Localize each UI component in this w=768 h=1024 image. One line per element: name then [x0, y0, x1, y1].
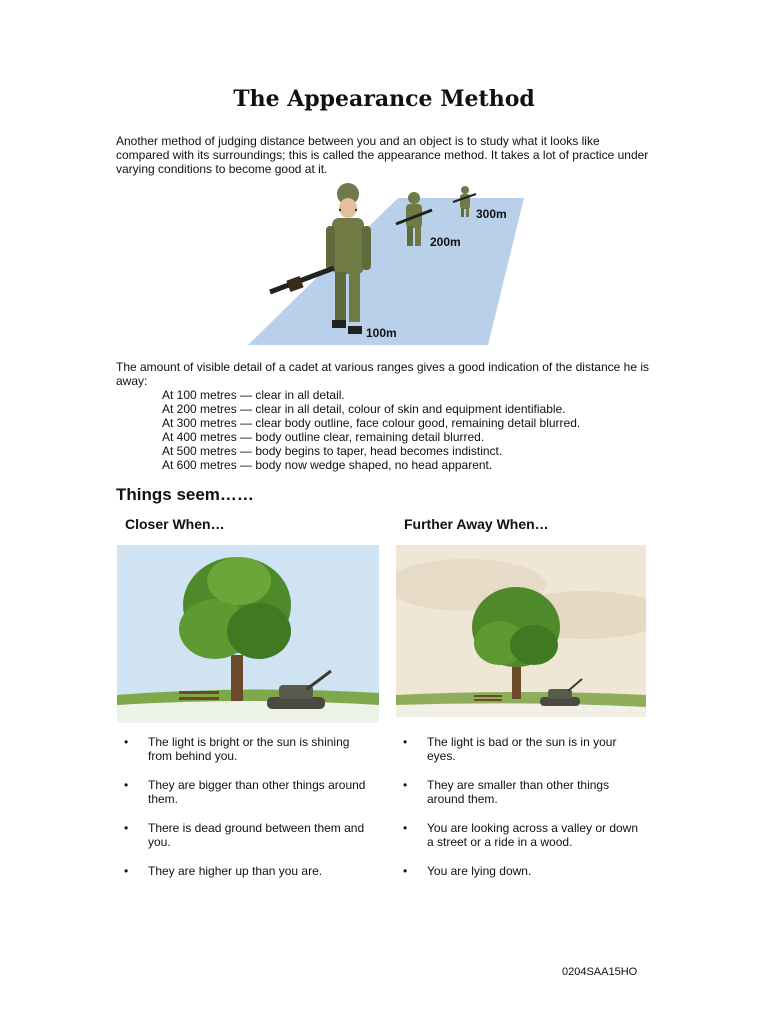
closer-bullet-text: They are bigger than other things around them. — [148, 778, 366, 806]
bullet-icon: • — [403, 735, 408, 749]
bullet-icon: • — [403, 778, 408, 792]
range-item: At 200 metres — clear in all detail, colour of skin and equipment identifiable. — [162, 402, 566, 416]
page-title: The Appearance Method — [233, 86, 535, 112]
closer-bullet-list — [116, 735, 366, 907]
list-item — [116, 821, 366, 849]
bullet-icon: • — [124, 864, 129, 878]
things-heading: Things seem…… — [116, 485, 254, 504]
list-item — [116, 864, 366, 892]
bullet-icon: • — [403, 821, 408, 835]
further-heading: Further Away When… — [404, 516, 549, 532]
range-item: At 500 metres — body begins to taper, head becomes indistinct. — [162, 444, 503, 458]
marker-200m: 200m — [430, 235, 461, 249]
marker-300m: 300m — [476, 207, 507, 221]
document-code: 0204SAA15HO — [562, 966, 638, 978]
further-bullet-text: They are smaller than other things around them. — [427, 778, 610, 806]
list-item — [395, 821, 645, 849]
further-bullet-text: You are lying down. — [427, 864, 532, 878]
range-illustration — [248, 180, 524, 346]
range-item: At 300 metres — clear body outline, face colour good, remaining detail blurred. — [162, 416, 581, 430]
closer-bullet-text: There is dead ground between them and you. — [148, 821, 365, 849]
range-item: At 100 metres — clear in all detail. — [162, 388, 345, 402]
intro-paragraph: Another method of judging distance between you and an object is to study what it looks like compared with its surroundings; this is called the appearance method. It takes a lot of practice under varying conditions to become good at it. — [116, 134, 649, 176]
further-bullet-text: You are looking across a valley or down a street or a ride in a wood. — [427, 821, 639, 849]
list-item — [395, 778, 645, 806]
bullet-icon: • — [403, 864, 408, 878]
further-bullet-list — [395, 735, 645, 907]
closer-bullet-text: They are higher up than you are. — [148, 864, 323, 878]
marker-100m: 100m — [366, 326, 397, 340]
list-item — [116, 735, 366, 763]
closer-bullet-text: The light is bright or the sun is shining from behind you. — [148, 735, 350, 763]
ranges-intro: The amount of visible detail of a cadet at various ranges gives a good indication of the distance he is away: — [116, 360, 649, 388]
list-item — [116, 778, 366, 806]
range-item: At 400 metres — body outline clear, remaining detail blurred. — [162, 430, 485, 444]
bullet-icon: • — [124, 821, 129, 835]
closer-heading: Closer When… — [125, 516, 225, 532]
bullet-icon: • — [124, 735, 129, 749]
closer-illustration — [117, 545, 379, 723]
list-item — [395, 735, 645, 763]
range-item: At 600 metres — body now wedge shaped, no head apparent. — [162, 458, 493, 472]
bullet-icon: • — [124, 778, 129, 792]
range-list — [162, 388, 580, 472]
further-illustration — [396, 545, 646, 717]
list-item — [395, 864, 645, 892]
further-bullet-text: The light is bad or the sun is in your eyes. — [427, 735, 617, 763]
